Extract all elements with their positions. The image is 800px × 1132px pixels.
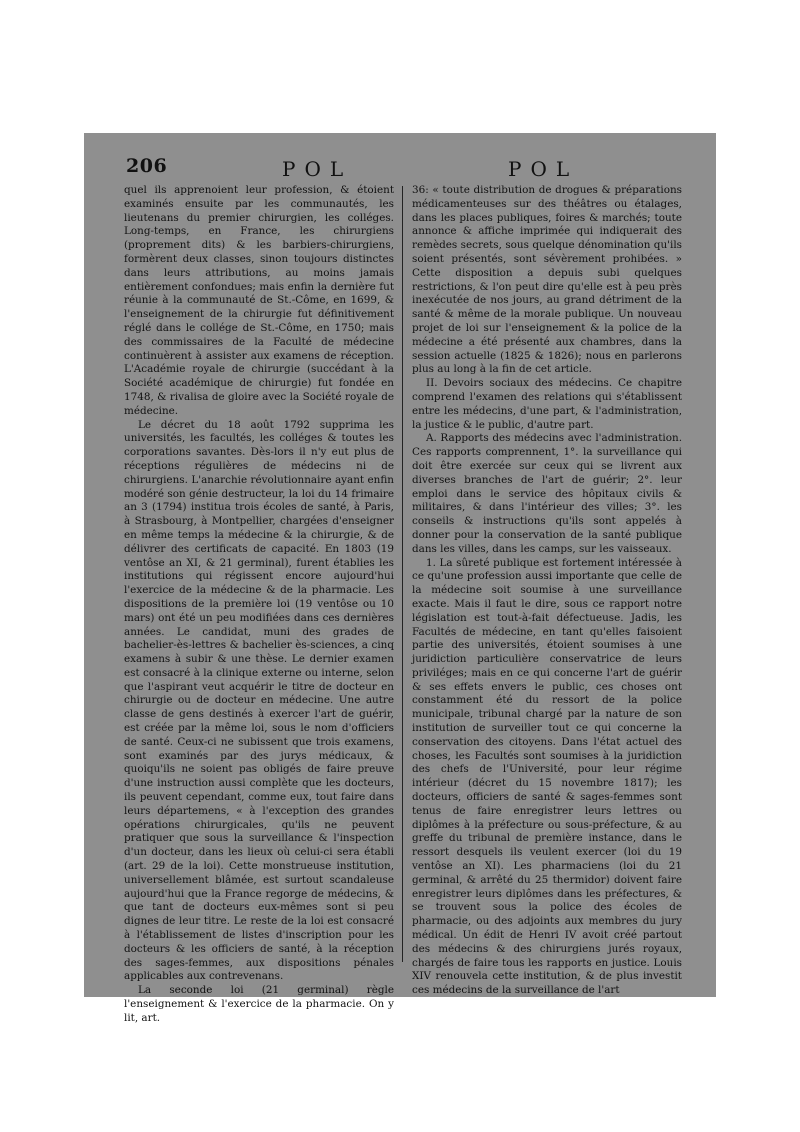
- paragraph: quel ils apprenoient leur profession, & étoient examinés ensuite par les communautés, les lieutenans du premier chirurgien, les colléges. Long-temps, en France, les chirurgiens (proprement dits) & les barbiers-chirurgiens, formèrent deux classes, sinon toujours distinctes dans leurs attributions, au moins jamais entièrement confondues; mais enfin la dernière fut réunie à la communauté de St.-Côme, en 1699, & l'enseignement de la chirurgie fut définitivement réglé dans le collége de St.-Côme, en 1750; mais des commissaires de la Faculté de médecine continuèrent à assister aux examens de réception. L'Académie royale de chirurgie (succédant à la Société académique de chirurgie) fut fondée en 1748, & rivalisa de gloire avec la Société royale de médecine.: [124, 184, 394, 417]
- paragraph: II. Devoirs sociaux des médecins. Ce chapitre comprend l'examen des relations qui s'établissent entre les médecins, d'une part, & l'administration, la justice & le public, d'autre part.: [412, 377, 682, 431]
- page-number: 206: [126, 155, 168, 177]
- paragraph: La seconde loi (21 germinal) règle l'enseignement & l'exercice de la pharmacie. On y lit, art.: [124, 984, 394, 1024]
- running-head-left: POL: [282, 157, 353, 181]
- left-column: [124, 184, 394, 1026]
- scanned-page: [84, 133, 716, 1024]
- right-column: [412, 184, 682, 998]
- paragraph: 36: « toute distribution de drogues & préparations médicamenteuses sur des théâtres ou étalages, dans les places publiques, foires & marchés; toute annonce & affiche imprimée qui indiquerait des remèdes secrets, sous quelque dénomination qu'ils soient présentés, sont sévèrement prohibées. » Cette disposition a depuis subi quelques restrictions, & l'on peut dire qu'elle est à peu près inexécutée de nos jours, au grand détriment de la santé & même de la morale publique. Un nouveau projet de loi sur l'enseignement & la police de la médecine a été présenté aux chambres, dans la session actuelle (1825 & 1826); nous en parlerons plus au long à la fin de cet article.: [412, 184, 682, 376]
- paragraph: 1. La sûreté publique est fortement intéressée à ce qu'une profession aussi importante que celle de la médecine soit soumise à une surveillance exacte. Mais il faut le dire, sous ce rapport notre législation est tout-à-fait défectueuse. Jadis, les Facultés de médecine, en tant qu'elles faisoient partie des universités, étoient soumises à une juridiction particulière conservatrice de leurs priviléges; mais en ce qui concerne l'art de guérir & ses effets envers le public, ces choses ont constamment été du ressort de la police municipale, tribunal chargé par la nature de son institution de surveiller tout ce qui concerne la conservation des citoyens. Dans l'état actuel des choses, les Facultés sont soumises à la juridiction des chefs de l'Université, pour leur régime intérieur (décret du 15 novembre 1817); les docteurs, officiers de santé & sages-femmes sont tenus de faire enregistrer leurs lettres ou diplômes à la préfecture ou sous-préfecture, & au greffe du tribunal de première instance, dans le ressort desquels ils veulent exercer (loi du 19 ventôse an XI). Les pharmaciens (loi du 21 germinal, & arrêté du 25 thermidor) doivent faire enregistrer leurs diplômes dans les préfectures, & se trouvent sous la police des écoles de pharmacie, ou des adjoints aux membres du jury médical. Un édit de Henri IV avoit créé partout des médecins & des chirurgiens jurés royaux, chargés de faire tous les rapports en justice. Louis XIV renouvela cette institution, & de plus investit ces médecins de la surveillance de l'art: [412, 556, 682, 997]
- column-divider: [402, 186, 403, 962]
- paragraph: A. Rapports des médecins avec l'administration. Ces rapports comprennent, 1°. la surveillance qui doit être exercée sur ceux qui se livrent aux diverses branches de l'art de guérir; 2°. leur emploi dans le service des hôpitaux civils & militaires, & dans l'intérieur des villes; 3°. les conseils & instructions qu'ils sont appelés à donner pour la conservation de la santé publique dans les villes, dans les camps, sur les vaisseaux.: [412, 432, 682, 555]
- running-head-right: POL: [508, 157, 579, 181]
- paragraph: Le décret du 18 août 1792 supprima les universités, les facultés, les colléges & toutes les corporations savantes. Dès-lors il n'y eut plus de réceptions régulières de médecins ni de chirurgiens. L'anarchie révolutionnaire ayant enfin modéré son génie destructeur, la loi du 14 frimaire an 3 (1794) institua trois écoles de santé, à Paris, à Strasbourg, à Montpellier, chargées d'enseigner en même temps la médecine & la chirurgie, & de délivrer des certificats de capacité. En 1803 (19 ventôse an XI, & 21 germinal), furent établies les institutions qui régissent encore aujourd'hui l'exercice de la médecine & de la pharmacie. Les dispositions de la première loi (19 ventôse ou 10 mars) ont été un peu modifiées dans ces dernières années. Le candidat, muni des grades de bachelier-ès-lettres & bachelier ès-sciences, a cinq examens à subir & une thèse. Le dernier examen est consacré à la clinique externe ou interne, selon que l'aspirant veut acquérir le titre de docteur en chirurgie ou de docteur en médecine. Une autre classe de gens destinés à exercer l'art de guérir, est créée par la même loi, sous le nom d'officiers de santé. Ceux-ci ne subissent que trois examens, sont examinés par des jurys médicaux, & quoiqu'ils ne soient pas obligés de faire preuve d'une instruction aussi complète que les docteurs, ils peuvent cependant, comme eux, tout faire dans leurs départemens, « à l'exception des grandes opérations chirurgicales, qu'ils ne peuvent pratiquer que sous la surveillance & l'inspection d'un docteur, dans les lieux où celui-ci sera établi (art. 29 de la loi). Cette monstrueuse institution, universellement blâmée, est surtout scandaleuse aujourd'hui que la France regorge de médecins, & que tant de docteurs eux-mêmes sont si peu dignes de leur titre. Le reste de la loi est consacré à l'établissement de listes d'inscription pour les docteurs & les officiers de santé, à la réception des sages-femmes, aux dispositions pénales applicables aux contrevenans.: [124, 418, 394, 983]
- page-header: [84, 133, 716, 181]
